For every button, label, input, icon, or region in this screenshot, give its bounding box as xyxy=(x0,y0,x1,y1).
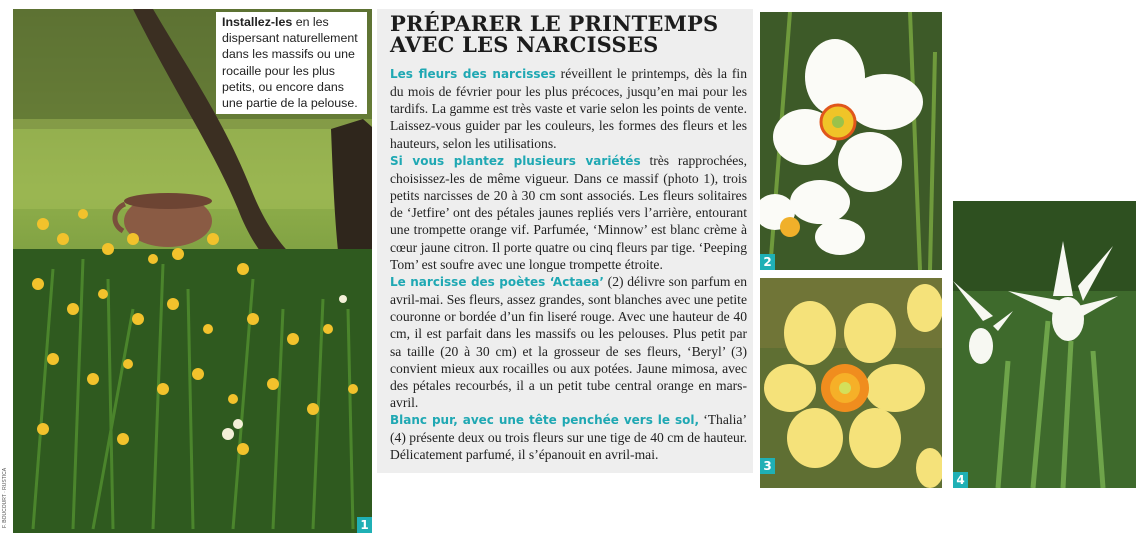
photo-caption xyxy=(216,12,367,114)
article-title xyxy=(390,13,747,55)
article-panel xyxy=(377,9,753,473)
article-body xyxy=(390,65,747,464)
beryl-narcissus-photo xyxy=(760,278,942,488)
caption-text: en les dispersant naturellement dans les massifs ou une rocaille pour les plus petits, ou encore dans une partie de la pelouse. xyxy=(222,15,358,111)
photo-number-badge: 3 xyxy=(760,458,775,474)
paragraph-text: (2) délivre son parfum en avril-mai. Ses fleurs, assez grandes, sont blanches avec une petite couronne or bordée d’un fin liseré rouge. Avec une hauteur de 40 cm, il est parfait dans les massifs ou les pelouses. Plus petit par sa taille (20 à 30 cm) et la grosseur de ses fleurs, ‘Beryl’ (3) convient mieux aux rocailles ou aux potées. Jaune mimosa, avec des pétales recourbés, il a un petit tube central orange en mars-avril. xyxy=(390,273,747,410)
paragraph-text: ‘Thalia’ (4) présente deux ou trois fleurs sur une tige de 40 cm de hauteur. Délicatement parfumé, il s’épanouit en avril-mai. xyxy=(390,412,747,463)
photo-credit: F. BOUCOURT · RUSTICA xyxy=(2,467,8,528)
paragraph-lead: Blanc pur, avec une tête penchée vers le sol, xyxy=(390,413,700,428)
photo-number-badge: 4 xyxy=(953,472,968,488)
paragraph-lead: Le narcisse des poètes ‘Actaea’ xyxy=(390,274,604,289)
caption-lead: Installez-les xyxy=(222,15,293,29)
title-line-1: PRÉPARER LE PRINTEMPS xyxy=(390,11,719,36)
title-line-2: AVEC LES NARCISSES xyxy=(390,32,659,57)
paragraph-lead: Si vous plantez plusieurs variétés xyxy=(390,153,641,168)
paragraph-lead: Les fleurs des narcisses xyxy=(390,67,556,81)
thalia-narcissus-photo xyxy=(953,201,1136,488)
paragraph-text: très rapprochées, choisissez-les de même vigueur. Dans ce massif (photo 1), trois petits narcisses de 20 à 30 cm sont associés. Les fleurs solitaires de ‘Jetfire’ ont des pétales jaunes repliés vers l’arrière, entourant une trompette orange vif. Parfumée, ‘Minnow’ est blanc crème à cœur jaune citron. Il porte quatre ou cinq fleurs par tige. ‘Peeping Tom’ est soufre avec une longue trompette étroite. xyxy=(390,152,747,272)
photo-number-badge: 2 xyxy=(760,254,775,270)
paragraph-text: réveillent le printemps, dès la fin du mois de février pour les plus précoces, jusqu’en mai pour les tardifs. La gamme est très vaste et varie selon les points de vente. Laissez-vous guider par les couleurs, les formes des fleurs et les hauteurs, selon les utilisations. xyxy=(390,66,748,151)
actaea-narcissus-photo xyxy=(760,12,942,270)
photo-number-badge: 1 xyxy=(357,517,372,533)
